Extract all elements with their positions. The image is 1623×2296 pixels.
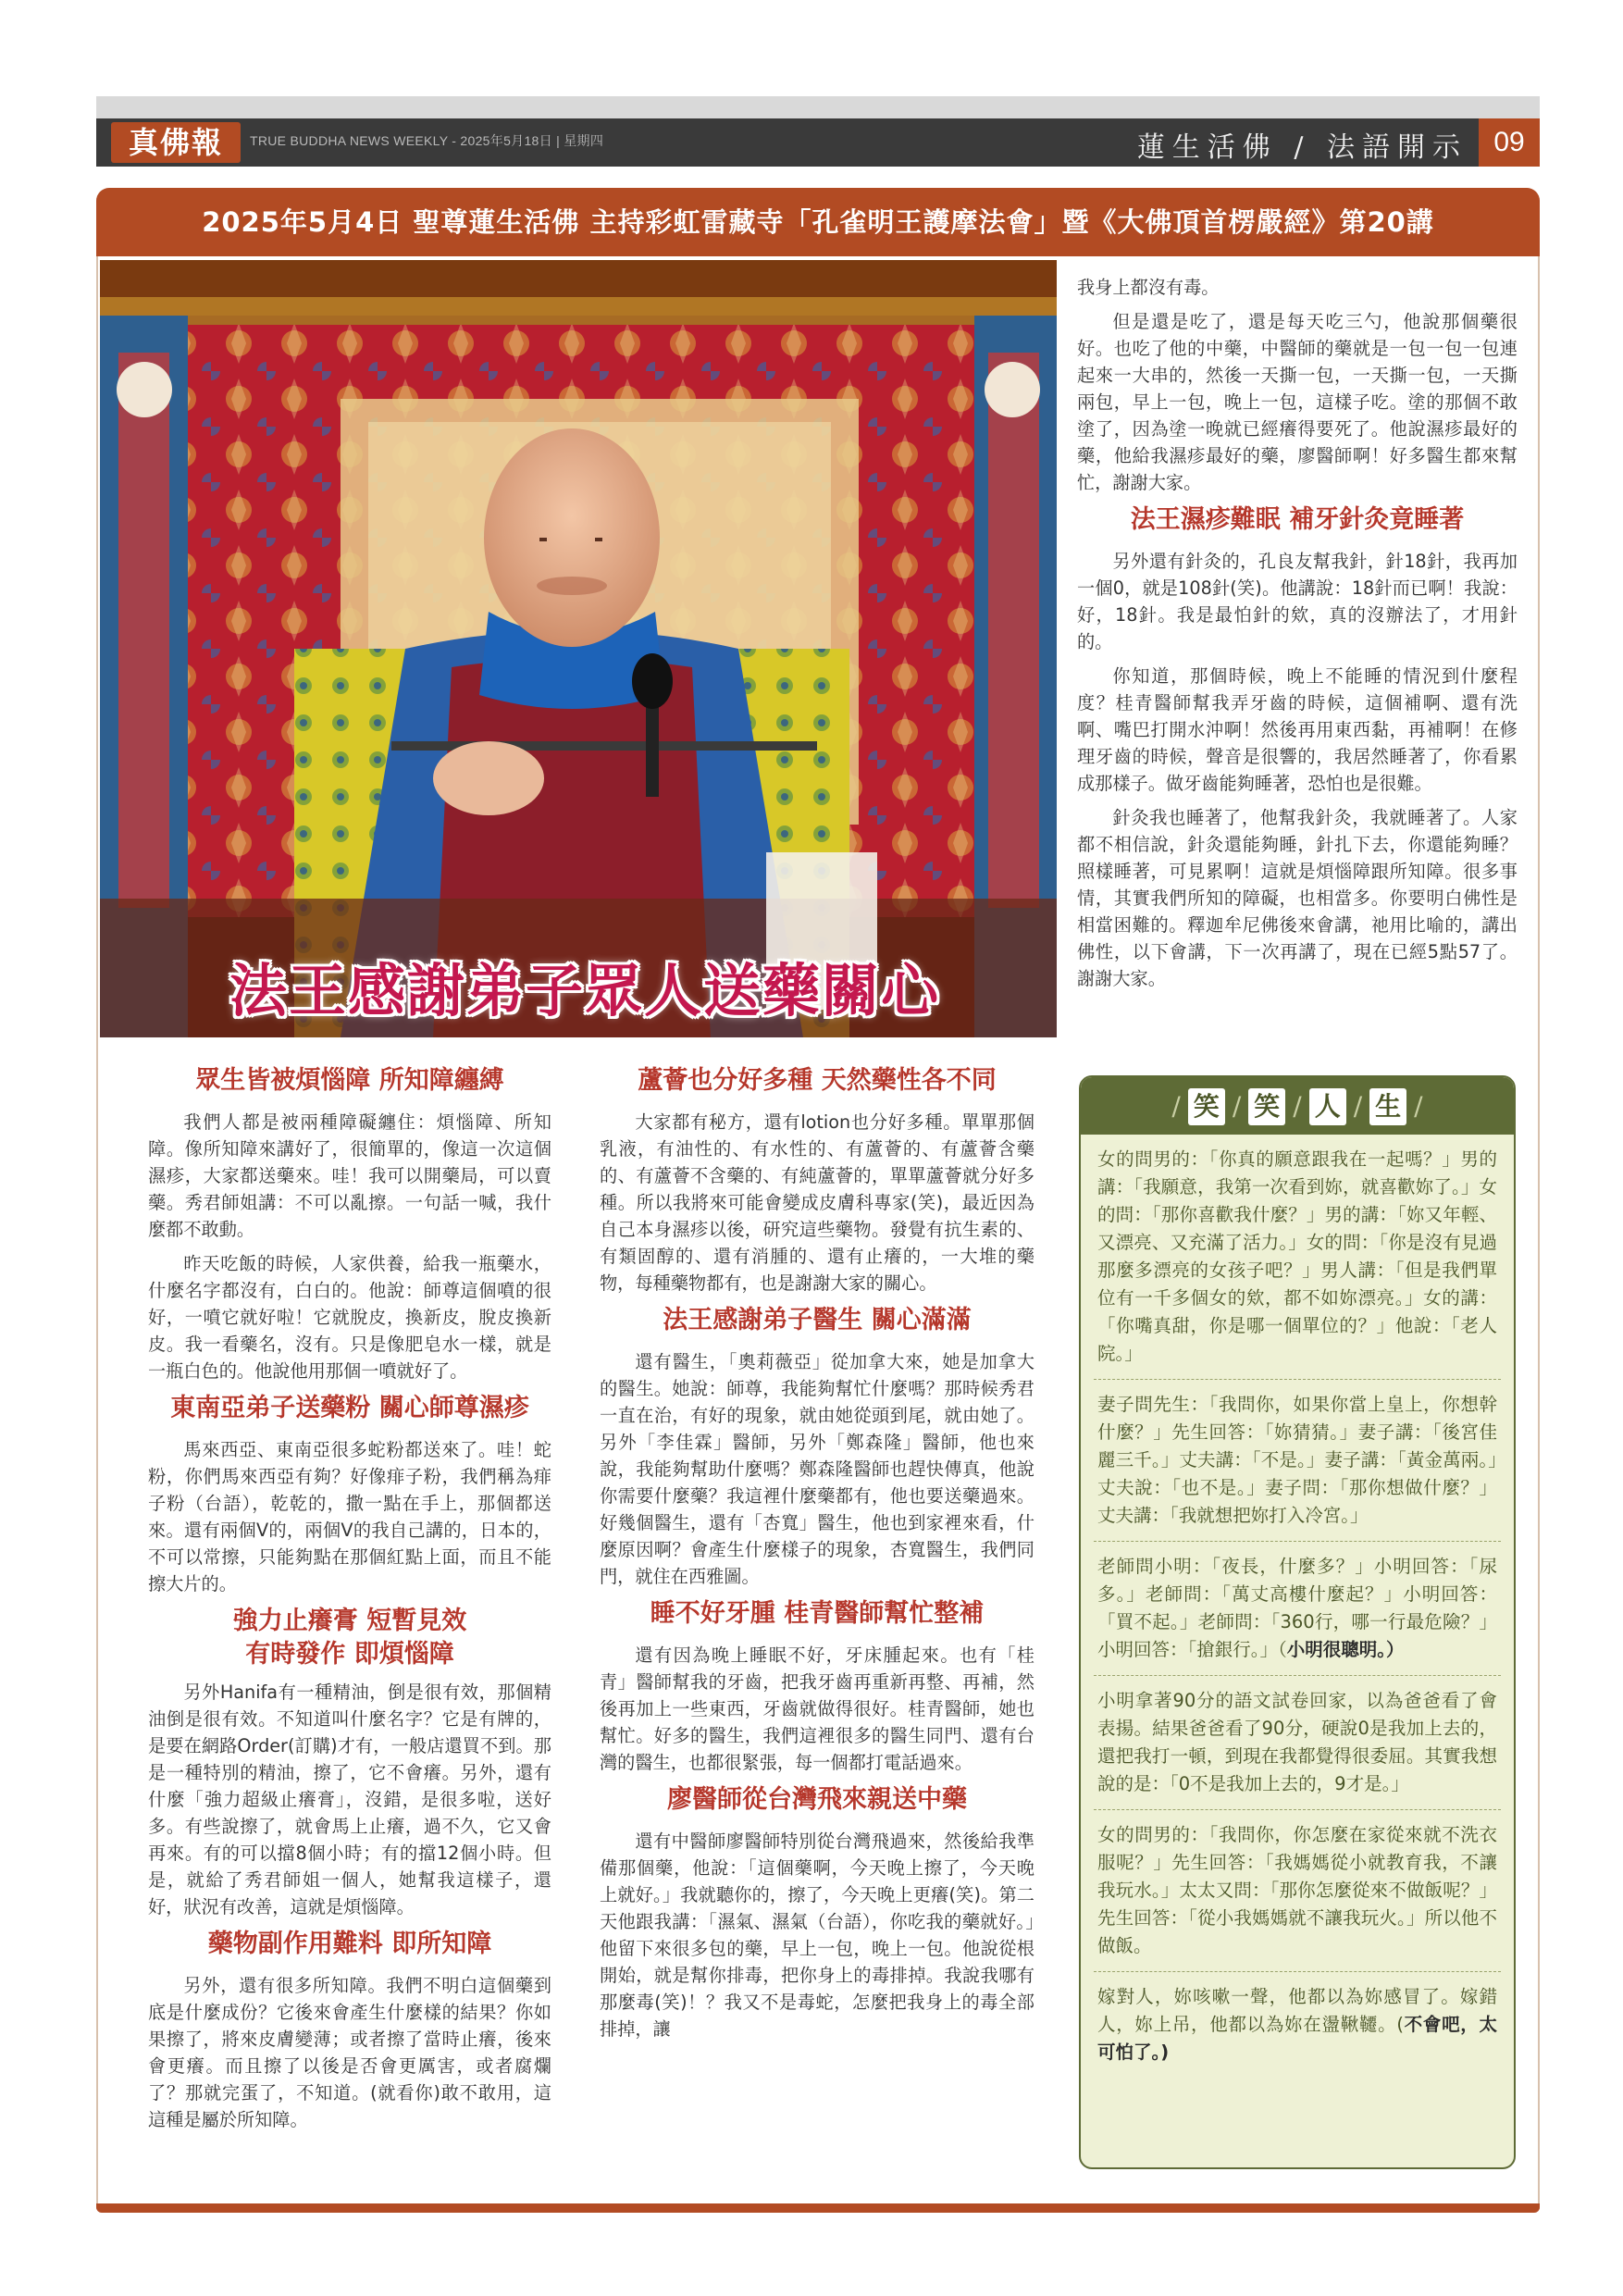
shrine-photo-illustration <box>100 260 1057 1037</box>
joke-item: 女的問男的：「你真的願意跟我在一起嗎？」男的講：「我願意，我第一次看到妳，就喜歡妳了。」女的問：「那你喜歡我什麼？」男的講：「妳又年輕、又漂亮、又充滿了活力。」女的問：「你是沒有見過那麼多漂亮的女孩子吧？」男人講：「但是我們單位有一千多個女的欸，都不如妳漂亮。」女的講：「你嘴真甜，你是哪一個單位的？」他說：「老人院。」 <box>1094 1135 1501 1380</box>
subheading: 法王感謝弟子醫生 關心滿滿 <box>663 1306 972 1334</box>
joke-punchline: 小明很聰明。） <box>1286 1639 1405 1660</box>
subheading: 蘆薈也分好多種 天然藥性各不同 <box>638 1066 997 1095</box>
joke-item: 小明拿著90分的語文試卷回家，以為爸爸看了會表揚。結果爸爸看了90分，硬說0是我加上去的，還把我打一頓，到現在我都覺得很委屈。其實我想說的是：「0不是我加上去的，9才是。」 <box>1094 1676 1501 1810</box>
paragraph: 另外還有針灸的，孔良友幫我針，針18針，我再加一個0，就是108針(笑)。他講說：18針而已啊！我說：好，18針。我是最怕針的欸，真的沒辦法了，才用針的。 <box>1077 551 1518 652</box>
joke-punchline: 不會吧，太可怕了。) <box>1097 2014 1497 2063</box>
joke-item: 妻子問先生：「我問你，如果你當上皇上，你想幹什麼？」先生回答：「妳猜猜。」妻子講：「後宮佳麗三千。」丈夫講：「不是。」妻子講：「黃金萬兩。」丈夫說：「也不是。」妻子問：「那你想做什麼？」丈夫講：「我就想把妳打入冷宮。」 <box>1094 1380 1501 1542</box>
subheading: 眾生皆被煩惱障 所知障纏縛 <box>195 1066 504 1095</box>
jokes-heading: / 笑 / 笑 / 人 / 生 / <box>1081 1077 1514 1135</box>
paragraph: 另外，還有很多所知障。我們不明白這個藥到底是什麼成份？它後來會產生什麼樣的結果？你如果擦了，將來皮膚變薄；或者擦了當時止癢，後來會更癢。而且擦了以後是否會更厲害，或者腐爛了？那就完蛋了，不知道。(就看你)敢不敢用，這這種是屬於所知障。 <box>148 1975 551 2130</box>
subheading: 東南亞弟子送藥粉 關心師尊濕疹 <box>170 1394 529 1422</box>
heading-char: 笑 <box>1188 1088 1225 1125</box>
bottom-bar <box>96 2203 1540 2213</box>
photo-caption: 法王感謝弟子眾人送藥關心 <box>229 957 941 1024</box>
jokes-box <box>1079 1075 1516 2169</box>
heading-char: 笑 <box>1248 1088 1285 1125</box>
joke-item: 女的問男的：「我問你，你怎麼在家從來就不洗衣服呢？」先生回答：「我媽媽從小就教育我，不讓我玩水。」太太又問：「那你怎麼從來不做飯呢？」先生回答：「從小我媽媽就不讓我玩火。」所以他不做飯。 <box>1094 1810 1501 1972</box>
paragraph: 還有中醫師廖醫師特別從台灣飛過來，然後給我準備那個藥，他說：「這個藥啊，今天晚上擦了，今天晚上就好。」我就聽你的，擦了，今天晚上更癢(笑)。第二天他跟我講：「濕氣、濕氣（台語），你吃我的藥就好。」他留下來很多包的藥，早上一包，晚上一包。他說從根開始，就是幫你排毒，把你身上的毒排掉。我說我哪有那麼毒(笑)！？我又不是毒蛇，怎麼把我身上的毒全部排掉，讓 <box>600 1831 1035 2040</box>
heading-char: 人 <box>1309 1088 1346 1125</box>
subheading-line: 強力止癢膏 短暫見效 <box>232 1607 467 1635</box>
paragraph: 大家都有秘方，還有lotion也分好多種。單單那個乳液，有油性的、有水性的、有蘆薈的、有蘆薈含藥的、有蘆薈不含藥的、有純蘆薈的，單單蘆薈就分好多種。所以我將來可能會變成皮膚科專家(笑)，最近因為自己本身濕疹以後，研究這些藥物。發覺有抗生素的、有類固醇的、還有消腫的、還有止癢的，一大堆的藥物，每種藥物都有，也是謝謝大家的關心。 <box>600 1111 1035 1294</box>
section-title: 蓮生活佛 / 法語開示 <box>1136 131 1468 164</box>
heading-char: 生 <box>1369 1088 1406 1125</box>
joke-item: 老師問小明：「夜長，什麼多？」小明回答：「尿多。」老師問：「萬丈高樓什麼起？」小明回答：「買不起。」老師問：「360行，哪一行最危險？」小明回答：「搶銀行。」（小明很聰明。） <box>1094 1542 1501 1676</box>
page-number: 09 <box>1479 118 1540 167</box>
paragraph: 我身上都沒有毒。 <box>1077 277 1220 298</box>
page-header <box>96 118 1540 167</box>
paragraph: 你知道，那個時候，晚上不能睡的情況到什麼程度？桂青醫師幫我弄牙齒的時候，這個補啊、還有洗啊、嘴巴打開水沖啊！然後再用東西黏，再補啊！在修理牙齒的時候，聲音是很響的，我居然睡著了，你看累成那樣子。做牙齒能夠睡著，恐怕也是很難。 <box>1077 665 1518 794</box>
subheading-line: 有時發作 即煩惱障 <box>245 1640 454 1669</box>
paragraph: 馬來西亞、東南亞很多蛇粉都送來了。哇！蛇粉，你們馬來西亞有夠？好像痱子粉，我們稱為痱子粉（台語），乾乾的，撒一點在手上，那個都送來。還有兩個V的，兩個V的我自己講的，日本的，不可以常擦，只能夠點在那個紅點上面，而且不能擦大片的。 <box>148 1439 551 1595</box>
article-title: 2025年5月4日 聖尊蓮生活佛 主持彩虹雷藏寺「孔雀明王護摩法會」暨《大佛頂首楞嚴經》第20講 <box>96 188 1540 256</box>
joke-item: 嫁對人，妳咳嗽一聲，他都以為妳感冒了。嫁錯人，妳上吊，他都以為妳在盪鞦韆。(不會吧，太可怕了。) <box>1097 1986 1497 2063</box>
subheading <box>148 1605 551 1671</box>
subheading: 藥物副作用難料 即所知障 <box>207 1930 492 1958</box>
newspaper-logo: 真佛報 <box>111 122 241 163</box>
paragraph: 另外Hanifa有一種精油，倒是很有效，那個精油倒是很有效。不知道叫什麼名字？它是有牌的，是要在網路Order(訂購)才有，一般店還買不到。那是一種特別的精油，擦了，它不會癢。另外，還有什麼「強力超級止癢膏」，沒錯，是很多啦，送好多。有些說擦了，就會馬上止癢，過不久，它又會再來。有的可以擋8個小時；有的擋12個小時。但是，就給了秀君師姐一個人，她幫我這樣子，還好，狀況有改善，這就是煩惱障。 <box>148 1682 551 1917</box>
subheading: 睡不好牙腫 桂青醫師幫忙整補 <box>650 1599 985 1628</box>
subheading: 廖醫師從台灣飛來親送中藥 <box>667 1785 967 1814</box>
article-column-3 <box>1077 274 1518 999</box>
article-column-2 <box>600 1059 1035 2050</box>
paragraph: 但是還是吃了，還是每天吃三勺，他說那個藥很好。也吃了他的中藥，中醫師的藥就是一包一包一包連起來一大串的，然後一天撕一包，一天撕一包，一天撕兩包，早上一包，晚上一包，這樣子吃。塗的那個不敢塗了，因為塗一晚就已經癢得要死了。他說濕疹最好的藥，他給我濕疹最好的藥，廖醫師啊！好多醫生都來幫忙，謝謝大家。 <box>1077 311 1518 493</box>
paragraph: 針灸我也睡著了，他幫我針灸，我就睡著了。人家都不相信說，針灸還能夠睡，針扎下去，你還能夠睡？照樣睡著，可見累啊！這就是煩惱障跟所知障。很多事情，其實我們所知的障礙，也相當多。你要明白佛性是相當困難的。釋迦牟尼佛後來會講，祂用比喻的，講出佛性，以下會講，下一次再講了，現在已經5點57了。謝謝大家。 <box>1077 807 1518 989</box>
subheading: 法王濕疹難眠 補牙針灸竟睡著 <box>1130 505 1465 534</box>
article-photo <box>100 260 1057 1037</box>
paragraph: 還有醫生，「奧莉薇亞」從加拿大來，她是加拿大的醫生。她說：師尊，我能夠幫忙什麼嗎？那時候秀君一直在治，有好的現象，就由她從頭到尾，就由她了。另外「李佳霖」醫師，另外「鄭森隆」醫師，他也來說，我能夠幫助什麼嗎？鄭森隆醫師也趕快傳真，他說你需要什麼藥？我這裡什麼藥都有，他也要送藥過來。好幾個醫生，還有「杏寬」醫生，他也到家裡來看，什麼原因啊？會產生什麼樣子的現象，杏寬醫生，我們同門，就住在西雅圖。 <box>600 1351 1035 1587</box>
paragraph: 昨天吃飯的時候，人家供養，給我一瓶藥水，什麼名字都沒有，白白的。他說：師尊這個噴的很好，一噴它就好啦！它就脫皮，換新皮，脫皮換新皮。我一看藥名，沒有。只是像肥皂水一樣，就是一瓶白色的。他說他用那個一噴就好了。 <box>148 1253 551 1382</box>
paragraph: 還有因為晚上睡眠不好，牙床腫起來。也有「桂青」醫師幫我的牙齒，把我牙齒再重新再整、再補，然後再加上一些東西，牙齒就做得很好。桂青醫師，她也幫忙。好多的醫生，我們這裡很多的醫生同門、還有台灣的醫生，也都很緊張，每一個都打電話過來。 <box>600 1644 1035 1773</box>
publication-line: TRUE BUDDHA NEWS WEEKLY - 2025年5月18日 | 星期四 <box>250 133 604 148</box>
paragraph: 我們人都是被兩種障礙纏住：煩惱障、所知障。像所知障來講好了，很簡單的，像這一次這個濕疹，大家都送藥來。哇！我可以開藥局，可以賣藥。秀君師姐講：不可以亂擦。一句話一喊，我什麼都不敢動。 <box>148 1111 551 1240</box>
article-column-1 <box>148 1059 551 2141</box>
